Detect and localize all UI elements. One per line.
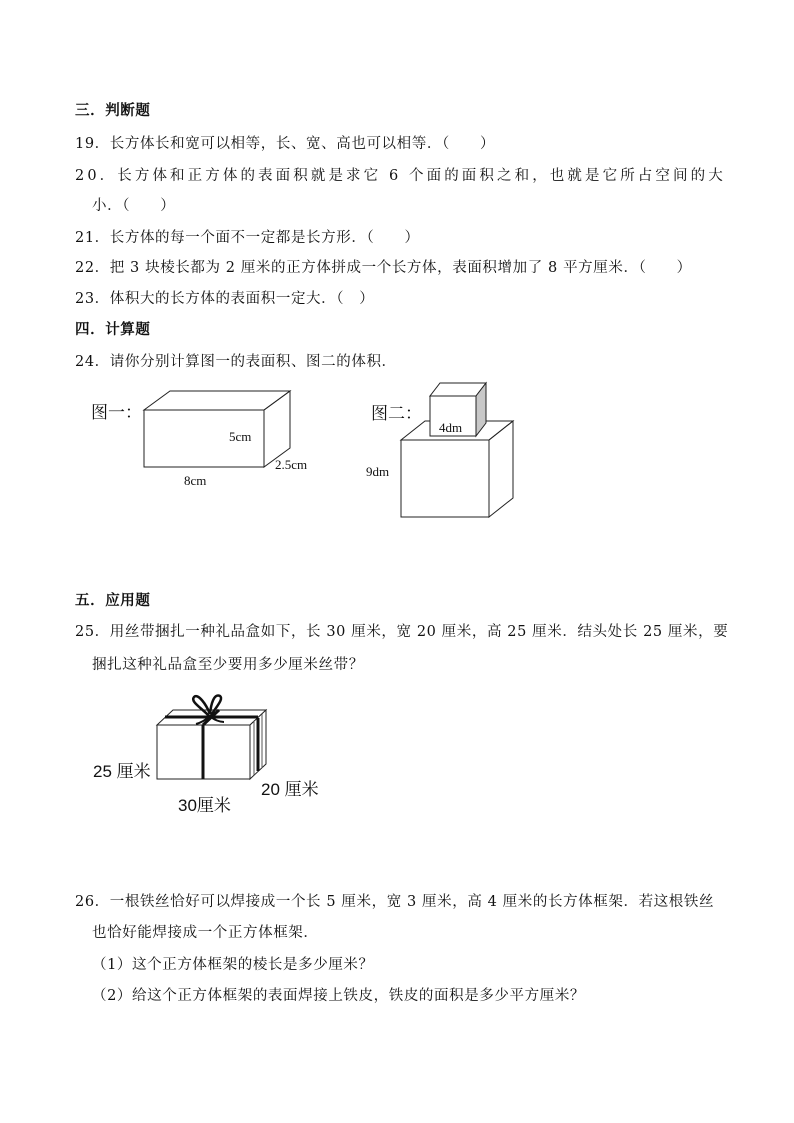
question-20-line-1: 20．长方体和正方体的表面积就是求它 6 个面的面积之和，也就是它所占空间的大 (75, 168, 726, 184)
section-heading-calculation: 四．计算题 (75, 321, 151, 338)
figure-2-small-edge-label: 4dm (439, 420, 463, 435)
figure-2-stacked-cubes (366, 380, 526, 520)
figure-2-large-edge-label: 9dm (366, 464, 390, 479)
question-26-line-2: 也恰好能焊接成一个正方体框架． (92, 925, 319, 941)
figure-1-width-label: 2.5cm (275, 457, 308, 472)
figure-1-cuboid (88, 385, 328, 495)
gift-box-length-label: 30厘米 (178, 796, 231, 815)
question-24: 24．请你分别计算图一的表面积、图二的体积． (75, 354, 397, 370)
section-heading-judgement: 三．判断题 (75, 102, 151, 119)
question-26-line-1: 26．一根铁丝恰好可以焊接成一个长 5 厘米，宽 3 厘米，高 4 厘米的长方体框架．若这根铁丝 (75, 894, 715, 910)
section-heading-application: 五．应用题 (75, 592, 151, 609)
question-23: 23．体积大的长方体的表面积一定大．（ ） (75, 291, 375, 307)
question-25-line-2: 捆扎这种礼品盒至少要用多少厘米丝带？ (92, 657, 364, 673)
figure-2-title: 图二： (371, 404, 422, 423)
question-21: 21．长方体的每一个面不一定都是长方形．（ ） (75, 230, 420, 246)
gift-box-figure (90, 690, 330, 815)
question-19: 19．长方体长和宽可以相等，长、宽、高也可以相等．（ ） (75, 136, 496, 152)
figure-1-title: 图一： (91, 403, 142, 422)
question-20-line-2: 小．（ ） (92, 198, 176, 214)
figure-1-height-label: 5cm (229, 429, 252, 444)
gift-box-height-label: 25 厘米 (93, 762, 151, 781)
figure-1-length-label: 8cm (184, 473, 207, 488)
question-26-subquestion-2: （2）给这个正方体框架的表面焊接上铁皮，铁皮的面积是多少平方厘米？ (92, 988, 586, 1004)
question-26-subquestion-1: （1）这个正方体框架的棱长是多少厘米？ (92, 957, 374, 973)
question-22: 22．把 3 块棱长都为 2 厘米的正方体拼成一个长方体，表面积增加了 8 平方厘米．（ ） (75, 260, 692, 276)
gift-box-width-label: 20 厘米 (261, 780, 319, 799)
question-25-line-1: 25．用丝带捆扎一种礼品盒如下，长 30 厘米，宽 20 厘米，高 25 厘米．结头处长 25 厘米，要 (75, 624, 729, 640)
